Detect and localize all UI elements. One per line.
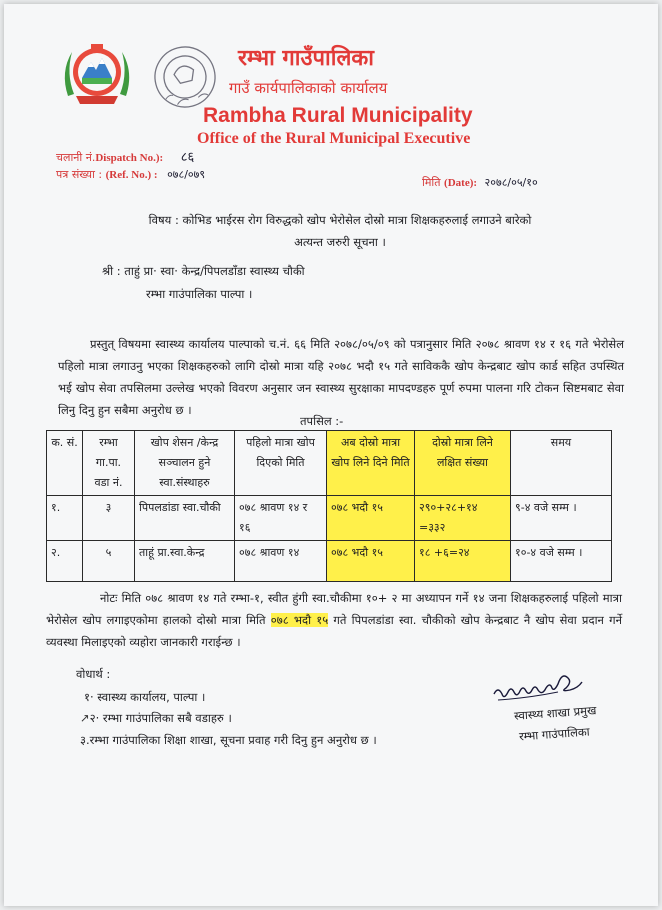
table-cell: ९-४ वजे सम्म । — [511, 496, 612, 541]
cc-item: १· स्वास्थ्य कार्यालय, पाल्पा । — [84, 690, 206, 704]
letterhead-subtitle-en: Office of the Rural Municipal Executive — [197, 130, 471, 147]
office-stamp-seal — [145, 42, 225, 112]
letterhead-title-np: रम्भा गाउँपालिका — [238, 46, 374, 71]
table-row — [47, 541, 612, 582]
table-cell: ०७८ श्रावण १४ — [235, 541, 327, 582]
table-cell: २. — [47, 541, 83, 582]
table-cell: १०-४ वजे सम्म । — [511, 541, 612, 582]
table-cell: २९०+२८+१४ =३३२ — [415, 496, 511, 541]
table-row — [47, 496, 612, 541]
table-cell: पिपलडांडा स्वा.चौकी — [135, 496, 235, 541]
table-cell: ३ — [83, 496, 135, 541]
reference-number: पत्र संख्या : (Ref. No.) : ०७८/०७९ — [56, 168, 206, 181]
letterhead-title-en: Rambha Rural Municipality — [203, 104, 473, 127]
nepal-emblem-logo — [58, 38, 136, 108]
table-cell: ५ — [83, 541, 135, 582]
addressee-line-2: रम्भा गाउंपालिका पाल्पा । — [146, 287, 253, 301]
signatory-title: स्वास्थ्य शाखा प्रमुख — [513, 703, 597, 723]
table-header: अब दोस्रो मात्रा खोप लिने दिने मिति — [327, 431, 415, 496]
body-paragraph: प्रस्तुत् विषयमा स्वास्थ्य कार्यालय पाल्पाको च.नं. ६६ मिति २०७८/०५/०९ को पत्रानुसार मिति २०७८ श्रावण १४ र १६ गते भेरोसेल पहिलो मात्रा लगाउनु भएका शिक्षकहरुको लागि दोस्रो मात्रा यहि २०७८ भदौ १५ गते साविककै खोप केन्द्रबाट खोप कार्ड सहित उपस्थित भई खोप सेवा तपसिलमा उल्लेख भएको विवरण अनुसार जन स्वास्थ्य सुरक्षाका मापदण्डहरु पूर्ण रुपमा पालना गरि टोकन सिष्टमबाट सेवा लिनु दिनु हुन सबैमा अनुरोध छ । — [58, 337, 624, 417]
table-header: क. सं. — [47, 431, 83, 496]
cc-item: ३.रम्भा गाउंपालिका शिक्षा शाखा, सूचना प्रवाह गरी दिनु हुन अनुरोध छ । — [80, 733, 377, 747]
table-header: रम्भा गा.पा. वडा नं. — [83, 431, 135, 496]
schedule-label: तपसिल :- — [300, 414, 344, 428]
table-header: खोप शेसन /केन्द्र सञ्चालन हुने स्वा.संस्थाहरु — [135, 431, 235, 496]
table-header: समय — [511, 431, 612, 496]
note-paragraph: नोटः मिति ०७८ श्रावण १४ गते रम्भा-१, स्वीत हुंगी स्वा.चौकीमा १०+ २ मा अध्यापन गर्ने १४ जना शिक्षकहरुलाई पहिलो मात्रा भेरोसेल खोप लगाइएकोमा हालको दोस्रो मात्रा मिति ०७८ भदौ १५ गते पिपलडांडा स्वा. चौकीको खोप केन्द्रबाट नै खोप सेवा प्रदान गर्ने व्यवस्था मिलाइएको व्यहोरा जानकारी गराईन्छ । — [46, 591, 622, 649]
table-cell: ०७८ भदौ १५ — [327, 541, 415, 582]
subject-line: विषय : कोभिड भाईरस रोग विरुद्धको खोप भेरोसेल दोस्रो मात्रा शिक्षकहरुलाई लगाउने बारेको अत्यन्त जरुरी सूचना । — [148, 213, 532, 249]
table-cell: ताहूं प्रा.स्वा.केन्द्र — [135, 541, 235, 582]
table-cell: ०७८ भदौ १५ — [327, 496, 415, 541]
vaccination-schedule-table — [46, 430, 612, 582]
letterhead-subtitle-np: गाउँ कार्यपालिकाको कार्यालय — [229, 79, 388, 97]
table-cell: १. — [47, 496, 83, 541]
arrow-icon: ↗ — [80, 711, 90, 725]
table-cell: ०७८ श्रावण १४ र १६ — [235, 496, 327, 541]
table-header: दोस्रो मात्रा लिने लक्षित संख्या — [415, 431, 511, 496]
table-header: पहिलो मात्रा खोप दिएको मिति — [235, 431, 327, 496]
cc-label: वोधार्थ : — [76, 667, 111, 681]
letter-date: मिति (Date): २०७८/०५/१० — [422, 176, 538, 189]
cc-item: ↗२· रम्भा गाउंपालिका सबै वडाहरु । — [80, 711, 232, 725]
table-header-row — [47, 431, 612, 496]
dispatch-number: चलानी नं.Dispatch No.): ८६ — [56, 150, 195, 165]
signatory-office: रम्भा गाउंपालिका — [518, 724, 591, 744]
addressee-line-1: श्री : ताहुं प्रा· स्वा· केन्द्र/पिपलडाँडा स्वास्थ्य चौकी — [102, 264, 305, 278]
table-cell: १८ +६=२४ — [415, 541, 511, 582]
note-highlight: ०७८ भदौ १५ — [270, 613, 329, 627]
